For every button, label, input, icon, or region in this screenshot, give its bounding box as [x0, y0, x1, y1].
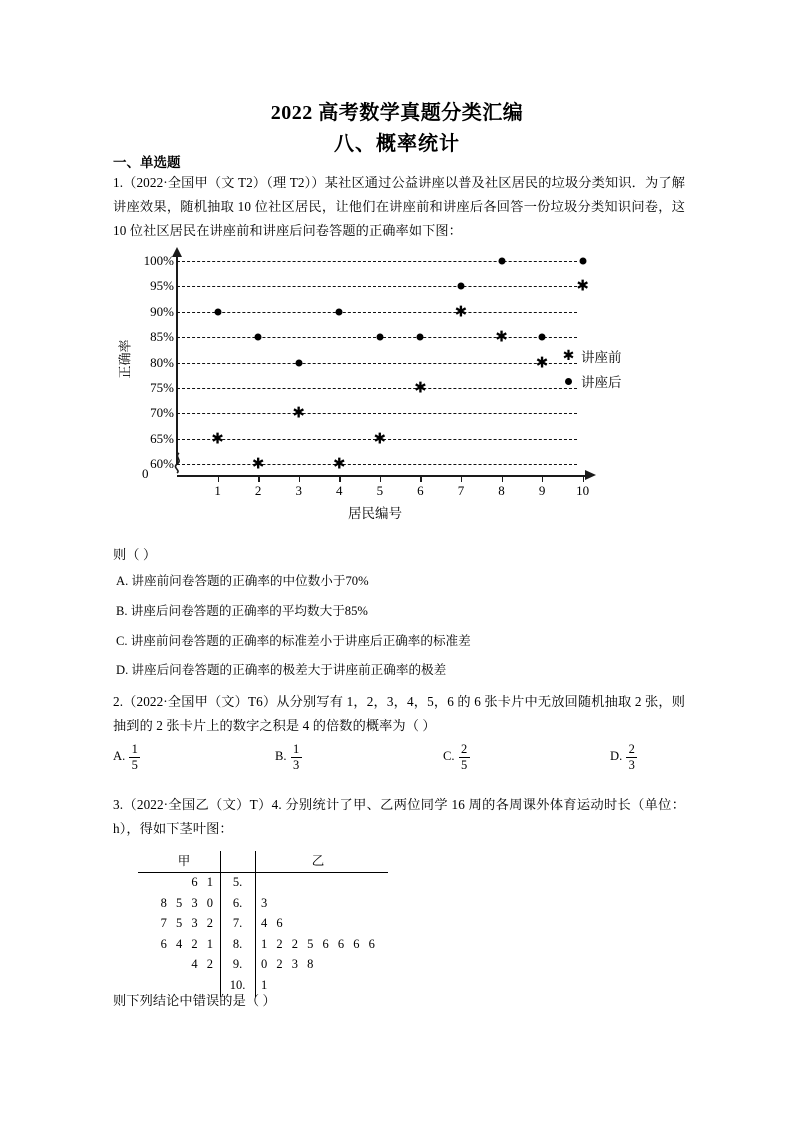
x-axis-tick-label: 4 [336, 483, 343, 498]
stem-leaf-right-leaves: 1 2 2 5 6 6 6 6 [261, 936, 378, 951]
stem-leaf-horizontal-rule [138, 872, 388, 873]
fraction-denominator: 5 [460, 758, 468, 773]
axis-break-icon [170, 452, 186, 474]
x-axis-tick [380, 476, 381, 482]
stem-leaf-left-leaves: 4 2 [191, 957, 216, 971]
question-1-option-a: A. 讲座前问卷答题的正确率的中位数小于70% [116, 574, 369, 588]
data-point-after [255, 334, 262, 341]
gridline [177, 464, 577, 465]
legend-item-after [562, 368, 622, 393]
x-axis-tick-label: 6 [417, 483, 424, 498]
option-letter: B. [275, 749, 287, 764]
data-point-after [295, 359, 302, 366]
x-axis-tick-label: 9 [538, 483, 546, 498]
stem-leaf-row [138, 875, 388, 896]
y-axis-title: 正确率 [117, 339, 133, 379]
question-1-prompt: 则（ ） [113, 547, 157, 562]
x-axis-tick-label: 7 [457, 483, 465, 498]
question-3-stem: 3.（2022·全国乙（文）T）4. 分别统计了甲、乙两位同学 16 周的各周课外体育运动时长（单位：h），得如下茎叶图： [113, 797, 685, 836]
stem-leaf-right-leaves: 4 6 [261, 916, 286, 930]
data-point-after [539, 334, 546, 341]
legend-item-before [562, 343, 622, 368]
stem-leaf-stem: 9. [232, 957, 243, 971]
question-2-stem: 2.（2022·全国甲（文）T6）从分别写有 1，2，3，4，5，6 的 6 张卡片中无放回随机抽取 2 张，则抽到的 2 张卡片上的数字之积是 4 的倍数的概率为（ ） [113, 694, 685, 733]
data-point-before: ✱ [454, 302, 468, 321]
question-2-option-a [113, 742, 140, 771]
data-point-before: ✱ [414, 378, 427, 397]
question-1-option-d: D. 讲座后问卷答题的正确率的极差大于讲座前正确率的极差 [116, 663, 447, 677]
x-axis-tick [420, 476, 421, 482]
dot-marker-icon [562, 373, 575, 389]
gridline [177, 363, 577, 364]
x-axis-tick-label: 3 [295, 483, 302, 498]
stem-and-leaf-table [138, 851, 388, 995]
option-letter: C. [443, 749, 455, 764]
data-point-before: ✱ [292, 403, 305, 422]
x-axis-tick-label: 10 [576, 483, 590, 498]
stem-leaf-row [138, 896, 388, 917]
data-point-after [336, 308, 343, 315]
stem-leaf-right-leaves: 3 [261, 895, 271, 910]
y-axis-tick-label: 95% [150, 278, 174, 294]
question-2-options [113, 742, 685, 788]
x-axis-tick [502, 476, 503, 482]
option-letter: D. [610, 749, 623, 764]
stem-leaf-header-right: 乙 [311, 854, 325, 868]
chart-legend [562, 343, 622, 393]
option-letter: A. [113, 749, 126, 764]
data-point-before: ✱ [332, 454, 346, 473]
y-axis-tick-label: 70% [150, 405, 174, 421]
x-axis-tick [258, 476, 259, 482]
document-title: 2022 高考数学真题分类汇编 [270, 102, 524, 124]
legend-label-before: 讲座前 [581, 349, 622, 365]
data-point-before: ✱ [495, 327, 508, 346]
fraction [459, 743, 470, 772]
stem-leaf-left-leaves: 6 4 2 1 [160, 936, 216, 951]
y-axis-tick-label: 90% [150, 303, 174, 319]
x-axis-tick [583, 476, 584, 482]
data-point-before: ✱ [535, 353, 549, 371]
question-1-option-c: C. 讲座前问卷答题的正确率的标准差小于讲座后正确率的标准差 [116, 634, 471, 648]
stem-leaf-row [138, 916, 388, 937]
data-point-after [457, 283, 464, 290]
stem-leaf-row [138, 957, 388, 978]
x-axis-tick-label: 8 [498, 483, 505, 498]
data-point-after [498, 258, 505, 265]
stem-leaf-header [138, 851, 388, 872]
fraction [129, 743, 140, 772]
stem-leaf-stem: 6. [232, 895, 243, 910]
data-point-after [376, 334, 383, 341]
document-subtitle: 八、概率统计 [334, 133, 460, 155]
stem-leaf-rows [138, 875, 388, 998]
fraction [291, 743, 302, 772]
gridline [177, 286, 577, 287]
question-3-prompt: 则下列结论中错误的是（ ） [113, 993, 276, 1008]
data-point-before: ✱ [211, 429, 224, 448]
question-1-stem: 1.（2022·全国甲（文 T2）（理 T2））某社区通过公益讲座以普及社区居民的垃圾分类知识．为了解讲座效果，随机抽取 10 位社区居民，让他们在讲座前和讲座后各回答一份垃圾分类知识问卷，这 10 位社区居民在讲座前和讲座后问卷答题的正确率如下图： [113, 175, 685, 238]
fraction-numerator: 2 [460, 742, 468, 756]
x-axis-tick [461, 476, 462, 482]
gridline [177, 388, 577, 389]
data-point-after [214, 308, 221, 315]
y-axis-tick-label: 75% [150, 379, 174, 395]
stem-leaf-left-leaves: 6 1 [191, 875, 216, 889]
stem-leaf-stem: 8. [232, 936, 243, 951]
stem-leaf-header-left: 甲 [177, 854, 191, 868]
gridline [177, 261, 577, 262]
y-axis-tick-label: 85% [150, 329, 174, 345]
stem-leaf-left-leaves: 8 5 3 0 [160, 895, 216, 910]
y-axis-tick-label: 60% [150, 456, 174, 471]
y-axis-tick-labels [130, 253, 174, 471]
fraction-denominator: 3 [628, 758, 635, 773]
fraction-denominator: 5 [131, 758, 138, 773]
stem-leaf-stem: 5. [232, 875, 243, 889]
data-point-after [579, 258, 586, 265]
y-axis-tick-label: 100% [143, 253, 174, 268]
x-axis-tick-label: 1 [214, 483, 221, 498]
fraction-numerator: 1 [131, 742, 138, 756]
axis-origin-label: 0 [142, 466, 149, 481]
y-axis-tick-label: 65% [150, 430, 174, 446]
fraction-numerator: 2 [628, 742, 635, 756]
legend-label-after: 讲座后 [581, 374, 622, 390]
x-axis-tick [299, 476, 300, 482]
x-axis-title: 居民编号 [348, 506, 402, 521]
x-axis-tick [542, 476, 543, 482]
fraction [626, 743, 637, 772]
question-2-option-c [443, 742, 470, 771]
fraction-numerator: 1 [292, 742, 300, 756]
x-axis-line [177, 475, 587, 477]
section-heading: 一、单选题 [113, 155, 181, 170]
x-axis-tick [339, 476, 340, 482]
data-point-before: ✱ [373, 429, 387, 448]
x-axis-tick [218, 476, 219, 482]
stem-leaf-right-leaves: 0 2 3 8 [261, 957, 317, 971]
asterisk-marker-icon: ✱ [562, 347, 575, 364]
data-point-before: ✱ [576, 276, 589, 295]
x-axis-arrow-icon [585, 470, 596, 480]
data-point-after [417, 334, 424, 341]
data-point-before: ✱ [251, 454, 265, 473]
x-axis-tick-label: 5 [376, 483, 384, 498]
stem-leaf-stem: 10. [229, 977, 246, 992]
stem-leaf-right-leaves: 1 [261, 977, 271, 992]
stem-leaf-stem: 7. [232, 916, 243, 930]
x-axis-tick-label: 2 [254, 483, 262, 498]
plot-area [177, 261, 589, 473]
question-2-option-d [610, 742, 637, 771]
stem-leaf-row [138, 937, 388, 958]
fraction-denominator: 3 [292, 758, 300, 773]
gridline [177, 413, 577, 414]
question-1-option-b: B. 讲座后问卷答题的正确率的平均数大于85% [116, 604, 368, 618]
stem-leaf-left-leaves: 7 5 3 2 [160, 916, 216, 930]
y-axis-tick-label: 80% [150, 354, 174, 370]
scatter-chart [117, 253, 690, 521]
gridline [177, 312, 577, 313]
question-2-option-b [275, 742, 302, 771]
